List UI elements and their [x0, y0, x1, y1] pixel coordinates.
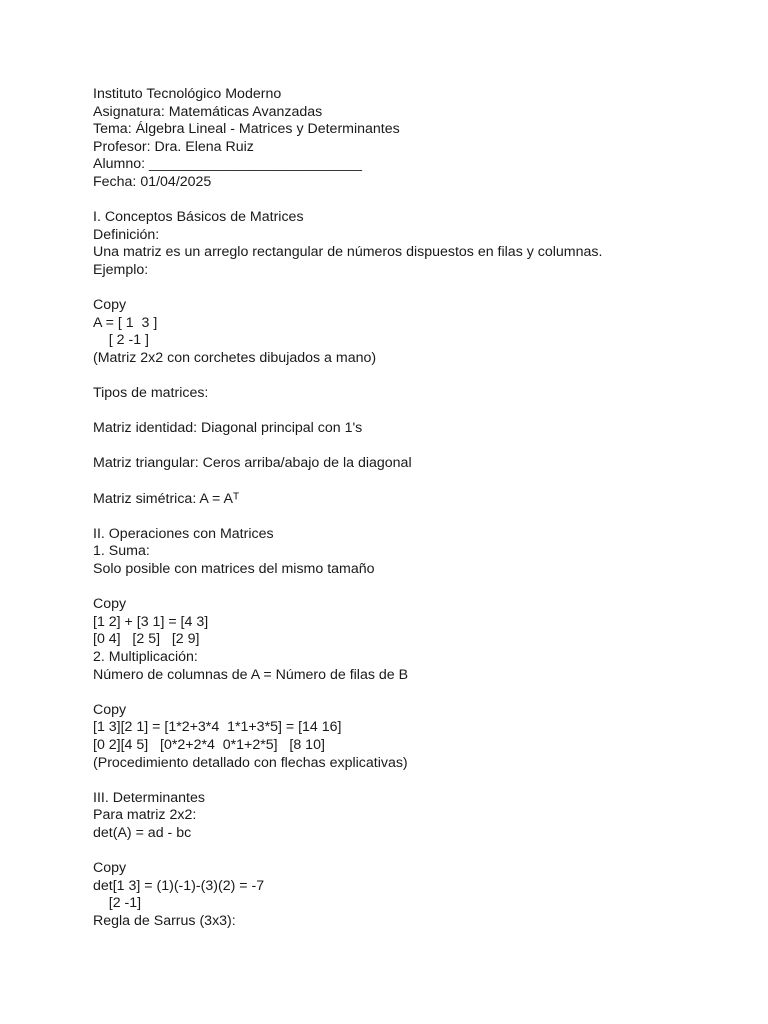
sarrus-label: Regla de Sarrus (3x3):: [93, 912, 236, 929]
det-example-line-1: det[1 3] = (1)(-1)-(3)(2) = -7: [93, 877, 265, 894]
copy-label: Copy: [93, 701, 127, 718]
matrix-note: (Matriz 2x2 con corchetes dibujados a mano): [93, 349, 377, 366]
multiplication-label: 2. Multiplicación:: [93, 649, 198, 665]
teacher-line: Profesor: Dra. Elena Ruiz: [93, 138, 254, 155]
section-3-title: III. Determinantes: [93, 789, 205, 806]
sum-example-line-1: [1 2] + [3 1] = [4 3]: [93, 613, 209, 630]
multiplication-text: Número de columnas de A = Número de filas de B: [93, 666, 409, 683]
spacer: [93, 192, 733, 210]
multiplication-note: (Procedimiento detallado con flechas explicativas): [93, 754, 408, 771]
matrix-a-line-2: [ 2 -1 ]: [93, 332, 149, 349]
type-identity: Matriz identidad: Diagonal principal con 1's: [93, 420, 363, 437]
section-2-title: II. Operaciones con Matrices: [93, 525, 274, 542]
multiplication-example-line-1: [1 3][2 1] = [1*2+3*4 1*1+3*5] = [14 16]: [93, 719, 342, 736]
spacer: [93, 684, 733, 702]
section-1-title: I. Conceptos Básicos de Matrices: [93, 209, 304, 226]
spacer: [93, 843, 733, 861]
matrix-a-line-1: A = [ 1 3 ]: [93, 314, 158, 331]
spacer: [93, 579, 733, 597]
matrix-types-label: Tipos de matrices:: [93, 385, 209, 402]
type-triangular: Matriz triangular: Ceros arriba/abajo de la diagonal: [93, 455, 412, 472]
spacer: [93, 438, 733, 456]
institution-name: Instituto Tecnológico Moderno: [93, 86, 282, 102]
spacer: [93, 280, 733, 298]
sum-example-line-2: [0 4] [2 5] [2 9]: [93, 631, 200, 648]
date-line: Fecha: 01/04/2025: [93, 173, 212, 190]
det-2x2-formula: det(A) = ad - bc: [93, 824, 192, 841]
topic-line: Tema: Álgebra Lineal - Matrices y Determinantes: [93, 121, 400, 138]
student-line: Alumno: ___________________________: [93, 156, 363, 173]
subject-line: Asignatura: Matemáticas Avanzadas: [93, 103, 323, 120]
document-page: [93, 86, 733, 931]
copy-label: Copy: [93, 860, 127, 877]
type-symmetric: Matriz simétrica: A = Aᵀ: [93, 490, 240, 507]
definition-label: Definición:: [93, 226, 160, 243]
sum-label: 1. Suma:: [93, 543, 150, 560]
definition-text: Una matriz es un arreglo rectangular de números dispuestos en filas y columnas.: [93, 244, 603, 261]
det-example-line-2: [2 -1]: [93, 895, 142, 912]
copy-label: Copy: [93, 297, 127, 314]
spacer: [93, 403, 733, 421]
sum-text: Solo posible con matrices del mismo tamaño: [93, 561, 375, 578]
multiplication-example-line-2: [0 2][4 5] [0*2+2*4 0*1+2*5] [8 10]: [93, 736, 325, 753]
spacer: [93, 473, 733, 491]
spacer: [93, 508, 733, 526]
spacer: [93, 368, 733, 386]
det-2x2-label: Para matriz 2x2:: [93, 807, 197, 824]
spacer: [93, 772, 733, 790]
example-label: Ejemplo:: [93, 261, 149, 278]
copy-label: Copy: [93, 596, 127, 613]
